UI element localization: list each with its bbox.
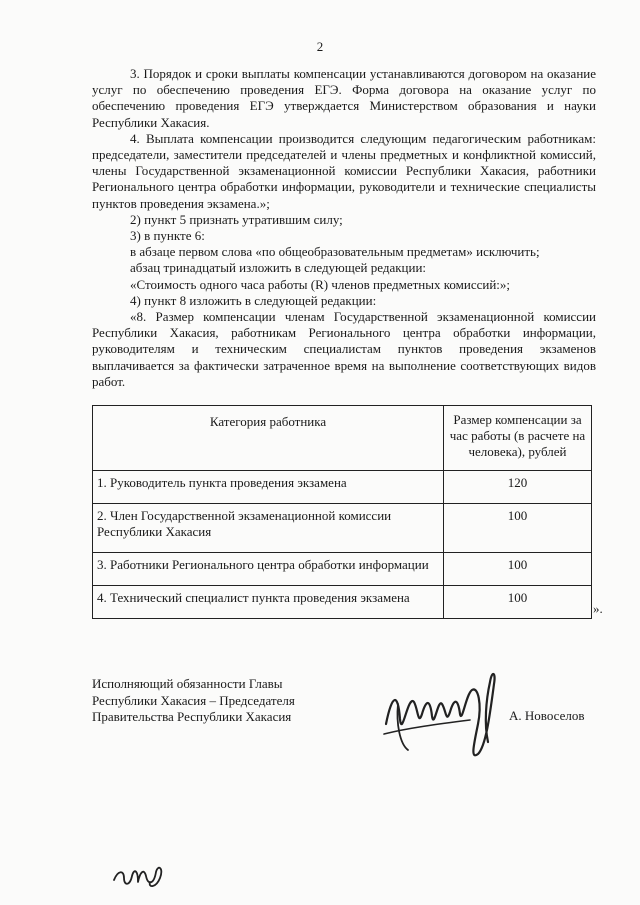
row-category: 4. Технический специалист пункта проведения экзамена <box>93 586 444 619</box>
page-number: 2 <box>316 39 324 54</box>
row-category: 3. Работники Регионального центра обработки информации <box>93 553 444 586</box>
item-4: 4) пункт 8 изложить в следующей редакции: <box>130 292 377 308</box>
row-amount: 100 <box>444 586 592 619</box>
compensation-table <box>92 405 592 619</box>
row-amount: 100 <box>444 504 592 553</box>
row-amount: 120 <box>444 471 592 504</box>
signatory-title <box>92 676 295 726</box>
paragraph-8: «8. Размер компенсации членам Государственной экзаменационной комиссии Республики Хакасия, работникам Регионального центра обработки информации, руководителям и техническим специалистам пунктов проведения экзаменов выплачивается за фактически затраченное время на выполнение соответствующих видов работ. <box>92 309 596 389</box>
handwritten-signature <box>378 664 503 764</box>
signer-name: А. Новоселов <box>509 708 585 723</box>
item-3-sub-a: в абзаце первом слова «по общеобразовательным предметам» исключить; <box>130 244 540 260</box>
header-category: Категория работника <box>93 406 444 471</box>
paragraph-4: 4. Выплата компенсации производится следующим педагогическим работникам: председатели, заместители председателей и члены предметных и конфликтной комиссий, члены Государственной экзаменационной комиссии Республики Хакасия, работники Регионального центра обработки информации, руководители и технические специалисты пунктов проведения экзамена.»; <box>92 130 596 211</box>
document-body <box>92 66 596 390</box>
closing-quote: ». <box>593 601 603 616</box>
paragraph-3: 3. Порядок и сроки выплаты компенсации устанавливаются договором на оказание услуг по обеспечению проведения ЕГЭ. Форма договора на оказание услуг по обеспечению проведения ЕГЭ утверждается Министерством образования и науки Республики Хакасия. <box>92 66 596 130</box>
table-row <box>93 504 592 553</box>
table-header-row <box>93 406 592 471</box>
item-3: 3) в пункте 6: <box>130 228 205 244</box>
signatory-line-3: Правительства Республики Хакасия <box>92 709 292 724</box>
table-row <box>93 553 592 586</box>
row-category: 2. Член Государственной экзаменационной комиссии Республики Хакасия <box>93 504 444 553</box>
item-3-sub-c: «Стоимость одного часа работы (R) членов предметных комиссий:»; <box>130 276 511 292</box>
item-3-sub-b: абзац тринадцатый изложить в следующей редакции: <box>130 260 427 276</box>
table-row <box>93 471 592 504</box>
signatory-line-1: Исполняющий обязанности Главы <box>92 676 283 691</box>
item-2: 2) пункт 5 признать утратившим силу; <box>130 211 343 227</box>
handwritten-mark <box>110 860 170 892</box>
header-amount: Размер компенсации за час работы (в расчете на человека), рублей <box>444 406 592 471</box>
row-category: 1. Руководитель пункта проведения экзамена <box>93 471 444 504</box>
table-row <box>93 586 592 619</box>
row-amount: 100 <box>444 553 592 586</box>
signatory-line-2: Республики Хакасия – Председателя <box>92 692 295 708</box>
